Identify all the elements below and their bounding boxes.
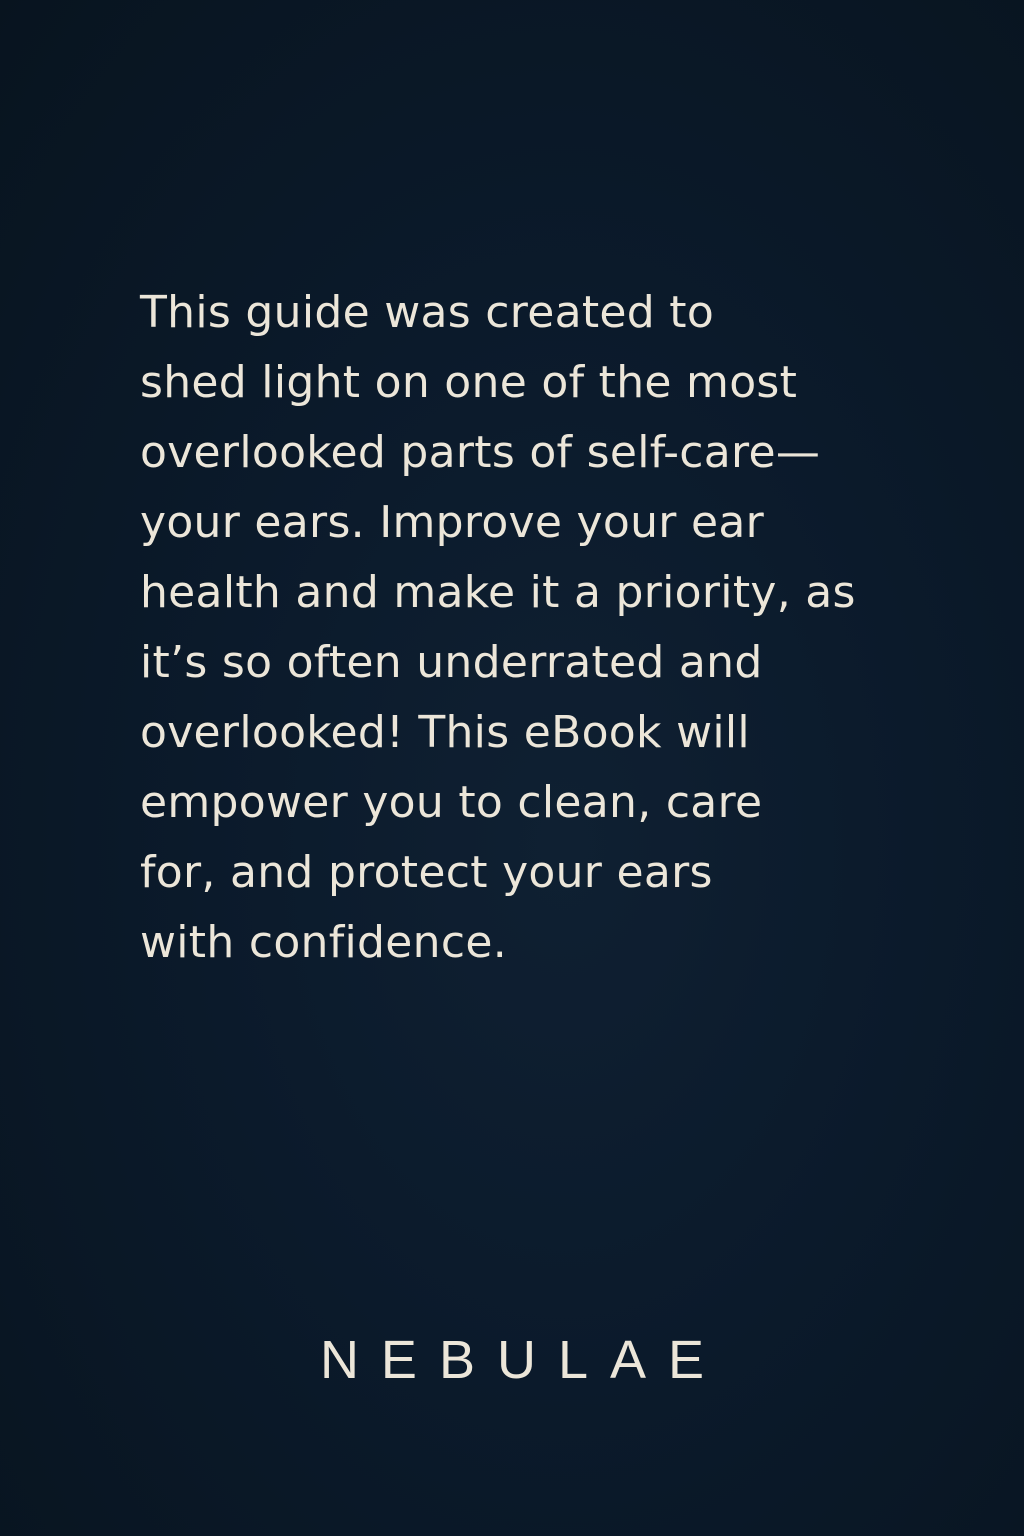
intro-line: for, and protect your ears [140, 847, 713, 898]
intro-line: empower you to clean, care [140, 777, 763, 828]
intro-line: shed light on one of the most [140, 357, 798, 408]
intro-paragraph [140, 278, 940, 978]
brand-wordmark: NEBULAE [319, 1330, 727, 1390]
intro-line: with confidence. [140, 917, 507, 968]
intro-line: health and make it a priority, as [140, 567, 856, 618]
intro-line: This guide was created to [140, 287, 715, 338]
intro-line: overlooked! This eBook will [140, 707, 750, 758]
intro-line: overlooked parts of self-care— [140, 427, 821, 478]
intro-line: your ears. Improve your ear [140, 497, 764, 548]
intro-line: it’s so often underrated and [140, 637, 763, 688]
